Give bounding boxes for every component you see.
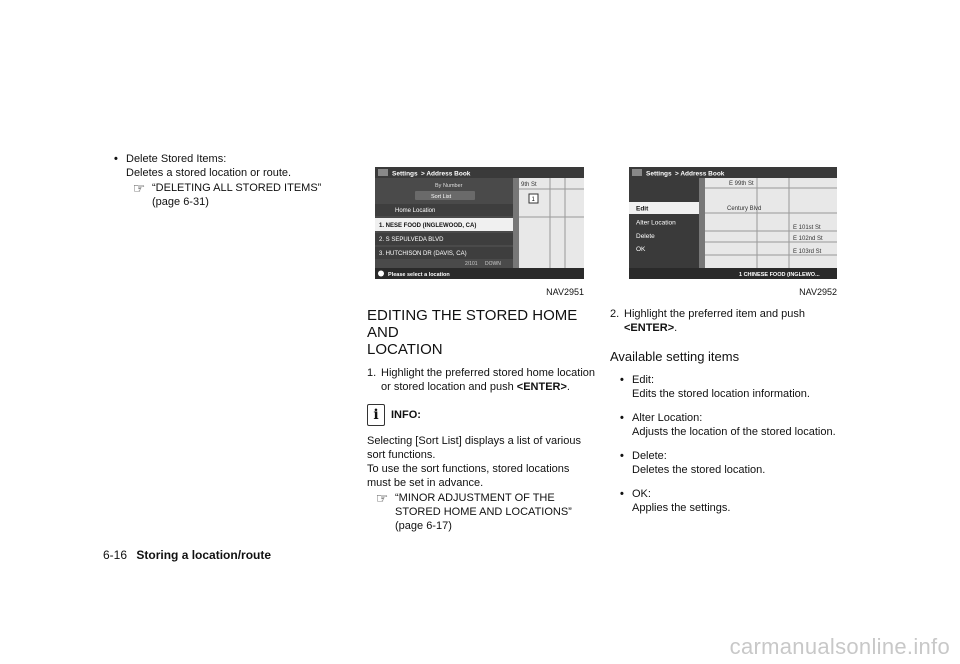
status-text: 1 CHINESE FOOD (INGLEWO... <box>739 272 820 278</box>
page-footer <box>103 548 271 562</box>
reference-title: “DELETING ALL STORED ITEMS” <box>152 182 322 194</box>
info-note <box>367 404 599 426</box>
map-label-102nd: E 102nd St <box>793 236 823 242</box>
map-area <box>519 178 584 268</box>
setting-ok: • OK: Applies the settings. <box>620 488 731 514</box>
figure-caption-1: NAV2951 <box>546 287 584 297</box>
map-label-101st: E 101st St <box>793 225 821 231</box>
option-by-number: By Number <box>435 183 463 189</box>
setting-alter-location: • Alter Location: Adjusts the location of the stored location. <box>620 412 836 438</box>
pager-count: 2/101 <box>465 261 478 267</box>
menu-delete: Delete <box>636 233 655 240</box>
settings-icon <box>378 169 388 176</box>
bullet-desc: Deletes a stored location or route. <box>126 167 292 179</box>
status-info-icon <box>378 271 384 277</box>
enter-key: <ENTER> <box>516 381 567 393</box>
watermark: carmanualsonline.info <box>729 634 950 659</box>
screen-graphic <box>375 167 584 279</box>
settings-list <box>610 373 850 515</box>
info-text: Selecting [Sort List] displays a list of various sort functions. To use the sort functions, stored locations must be set in advance. <box>367 435 581 489</box>
screen-graphic-2 <box>629 167 837 279</box>
page-number: 6-16 <box>103 548 128 562</box>
step-number: 1. <box>367 367 377 379</box>
menu-alter-location: Alter Location <box>636 219 676 227</box>
nav-screen-edit-options <box>629 167 837 279</box>
info-icon: i <box>367 404 385 426</box>
reference-page: (page 6-31) <box>152 196 209 208</box>
bullet-title: Delete Stored Items: <box>126 153 227 165</box>
bullet-delete-stored-items <box>114 152 344 209</box>
list-item-3: 3. HUTCHISON DR (DAVIS, CA) <box>379 251 467 257</box>
map-label-99th: E 99th St <box>729 181 754 187</box>
page-reference <box>126 181 344 209</box>
menu-ok: OK <box>636 246 646 253</box>
scrollbar <box>699 178 705 268</box>
map-marker-number: 1 <box>531 197 535 203</box>
map-label-century: Century Blvd <box>727 206 762 212</box>
screen-title: Settings <box>392 170 418 178</box>
figure-caption-2: NAV2952 <box>799 287 837 297</box>
pointing-hand-icon: ☞ <box>132 180 146 196</box>
map-label-103rd: E 103rd St <box>793 249 822 255</box>
sort-list-label: Sort List <box>431 194 452 200</box>
info-label: INFO: <box>391 409 421 421</box>
step-1 <box>367 366 599 394</box>
screen-breadcrumb: > Address Book <box>421 170 471 178</box>
pager-down: DOWN <box>485 261 501 267</box>
setting-delete: • Delete: Deletes the stored location. <box>620 450 766 476</box>
step-2-line-1: Highlight the preferred item and push <box>624 308 805 320</box>
section-name: Storing a location/route <box>136 548 272 562</box>
step-1-line-1: Highlight the preferred stored home location <box>381 367 596 379</box>
screen-breadcrumb: > Address Book <box>675 170 725 178</box>
right-column <box>610 307 850 525</box>
subheading: Available setting items <box>610 349 740 364</box>
scrollbar <box>513 178 519 268</box>
list-item-home: Home Location <box>395 208 436 214</box>
settings-icon <box>632 169 642 176</box>
pointing-hand-icon: ☞ <box>375 490 389 506</box>
menu-edit-selected: Edit <box>636 205 649 213</box>
list-item-2: 2. S SEPULVEDA BLVD <box>379 237 444 243</box>
step-2: 2. Highlight the preferred item and push <ENTER>. <box>610 307 850 335</box>
setting-edit: • Edit: Edits the stored location information. <box>620 374 810 400</box>
list-item-1-selected: 1. NESE FOOD (INGLEWOOD, CA) <box>379 223 477 229</box>
page-reference: ☞ “MINOR ADJUSTMENT OF THE STORED HOME AND LOCATIONS” (page 6-17) <box>369 491 599 533</box>
left-column <box>114 152 344 219</box>
status-text: Please select a location <box>388 272 450 278</box>
nav-screen-address-book-list <box>375 167 584 279</box>
section-heading: EDITING THE STORED HOME AND LOCATION <box>367 307 578 358</box>
enter-key: <ENTER> <box>624 322 675 334</box>
middle-column <box>367 307 599 533</box>
map-label-street: 9th St <box>521 182 537 188</box>
bullet-dot: • <box>114 153 118 165</box>
step-number: 2. <box>610 308 620 320</box>
step-1-line-2: or stored location and push <ENTER>. <box>381 381 570 393</box>
screen-title: Settings <box>646 170 672 178</box>
